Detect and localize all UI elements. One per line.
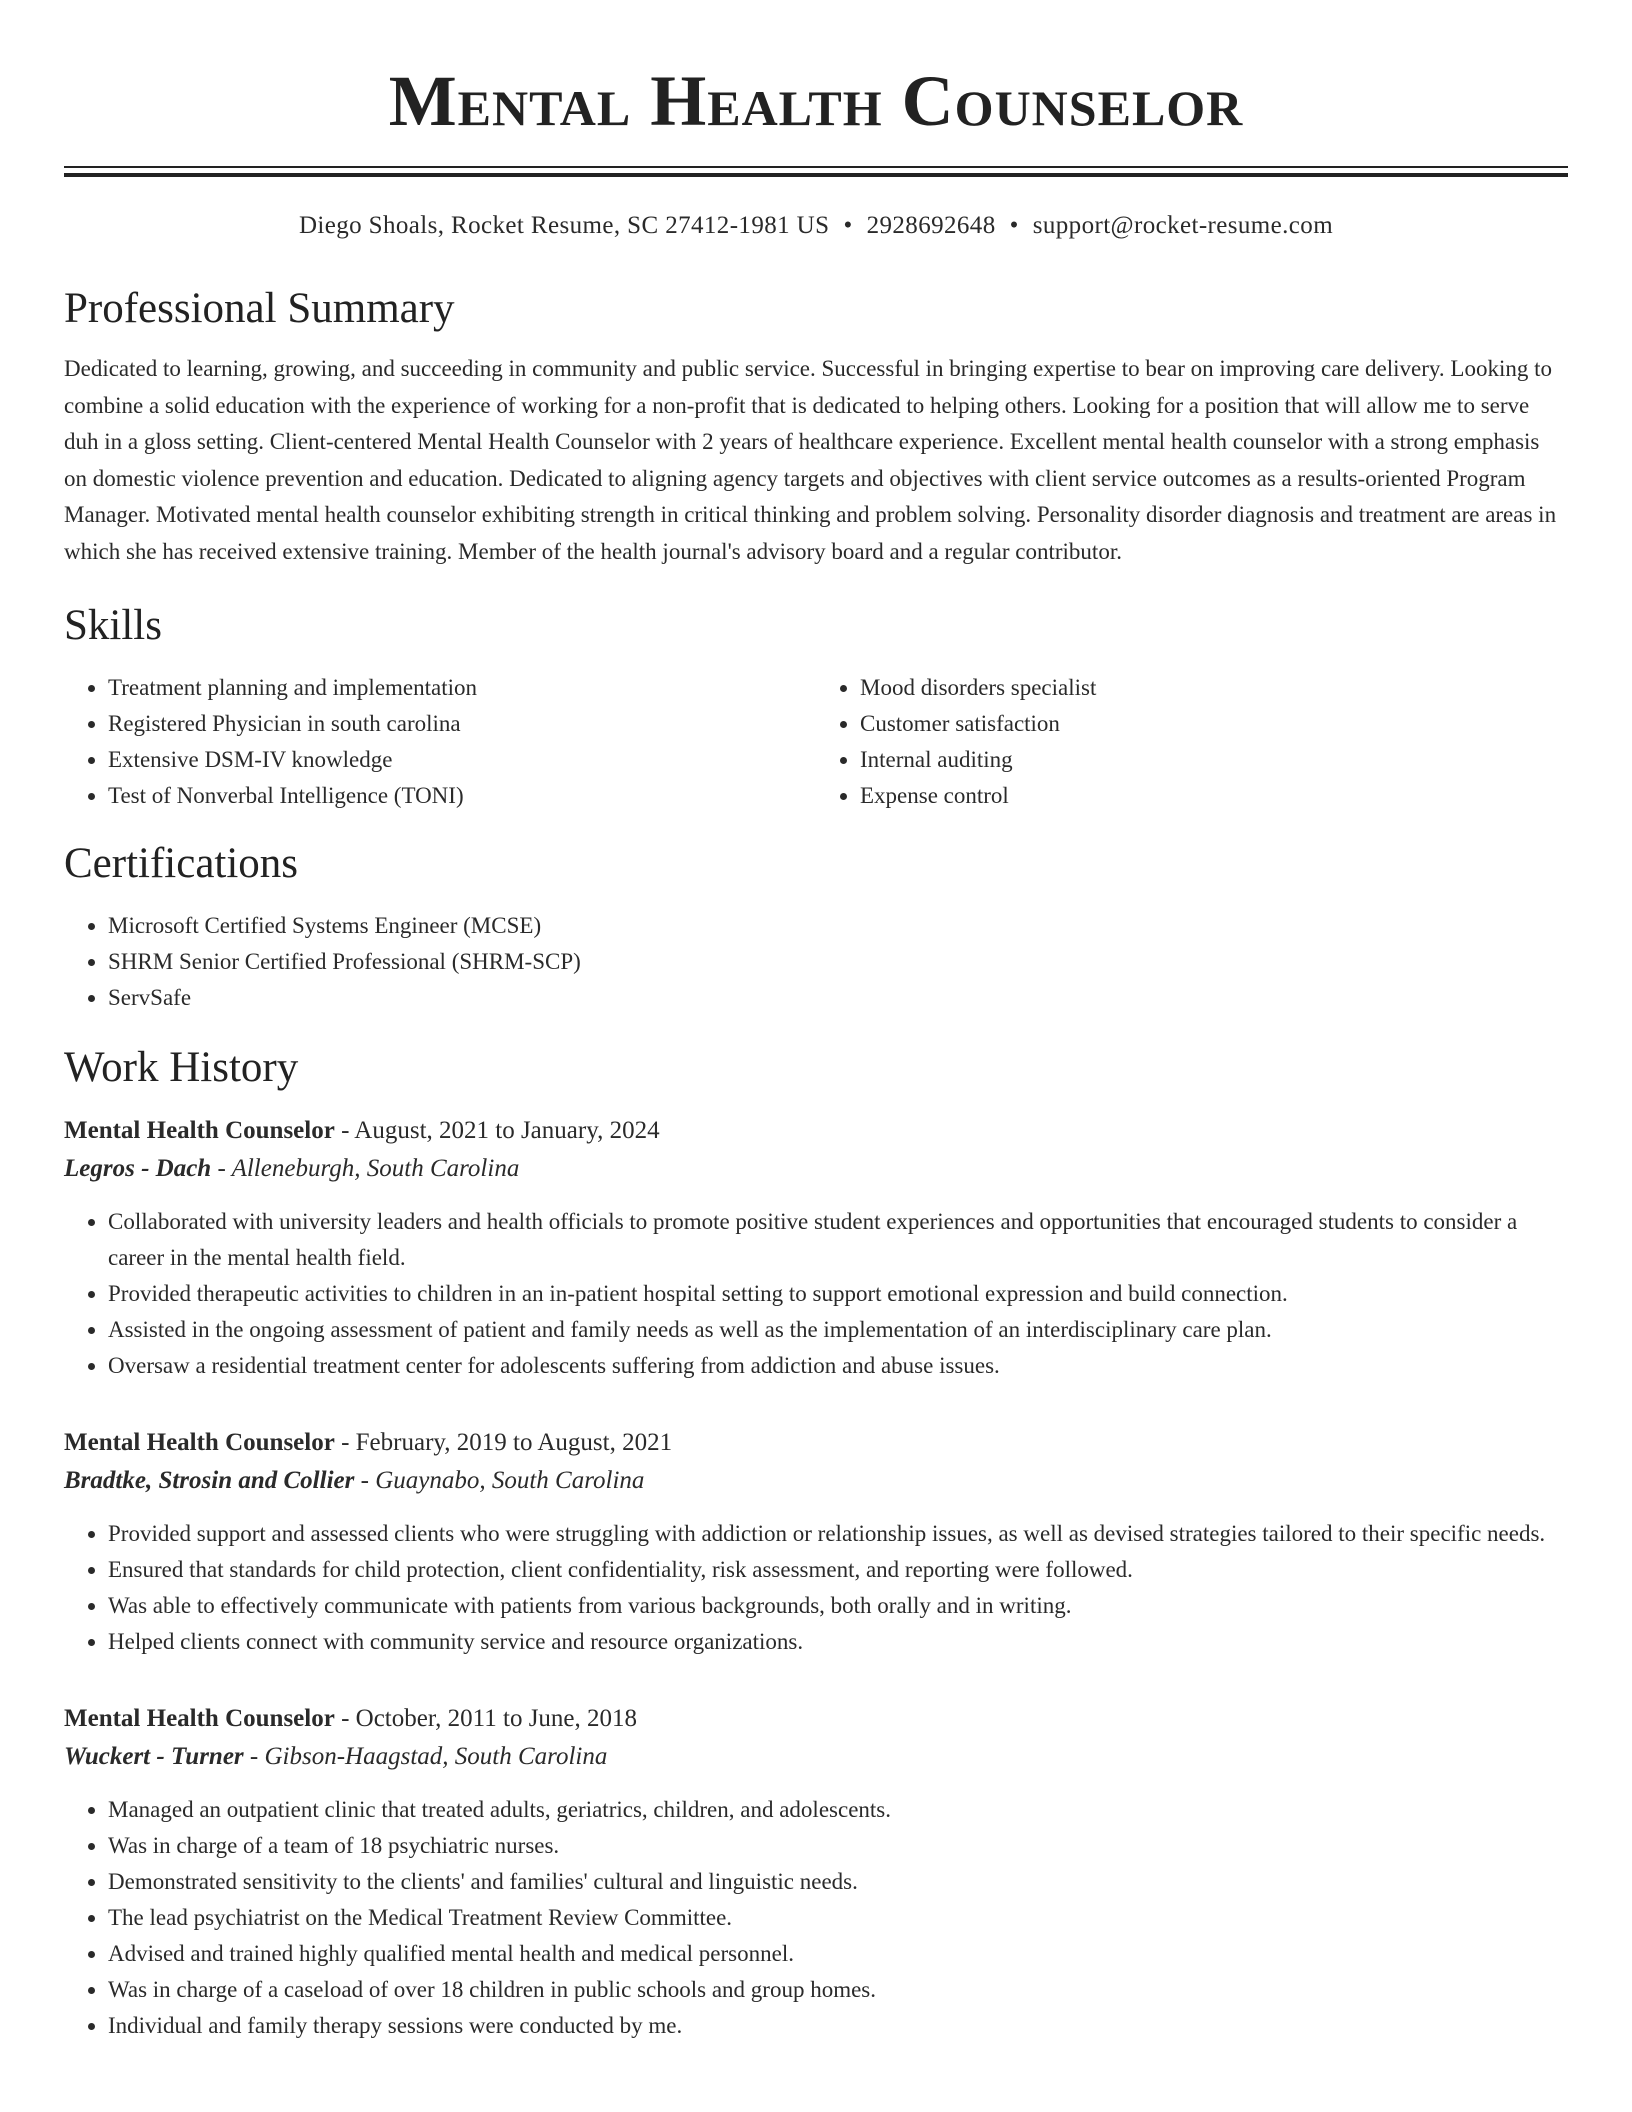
job-bullets	[64, 1792, 1568, 2044]
skill-item: • Customer satisfaction	[860, 706, 1568, 742]
contact-separator: •	[843, 212, 853, 239]
skills-heading: Skills	[64, 602, 162, 649]
job-dash: -	[334, 1117, 355, 1144]
job-bullet: • Assisted in the ongoing assessment of patient and family needs as well as the implementation of an interdisciplinary care plan.	[108, 1312, 1568, 1348]
job-bullet: • Oversaw a residential treatment center for adolescents suffering from addiction and abuse issues.	[108, 1348, 1568, 1384]
job-company: Wuckert - Turner	[64, 1743, 244, 1770]
skill-item: • Expense control	[860, 778, 1568, 814]
contact-phone: 2928692648	[866, 212, 996, 239]
skill-item: • Test of Nonverbal Intelligence (TONI)	[108, 778, 816, 814]
job-company: Legros - Dach	[64, 1155, 212, 1182]
job-bullets	[64, 1516, 1568, 1660]
title-divider-thick	[64, 173, 1568, 177]
job-header	[64, 1424, 1568, 1462]
job-bullet: • Helped clients connect with community service and resource organizations.	[108, 1624, 1568, 1660]
job-bullet: • Provided support and assessed clients who were struggling with addiction or relationship issues, as well as devised strategies tailored to their specific needs.	[108, 1516, 1568, 1552]
job-dash: -	[334, 1705, 356, 1732]
job-location: Guaynabo, South Carolina	[375, 1467, 645, 1494]
job-bullet: • Provided therapeutic activities to children in an in-patient hospital setting to support emotional expression and build connection.	[108, 1276, 1568, 1312]
skill-item: • Registered Physician in south carolina	[108, 706, 816, 742]
job-role: Mental Health Counselor	[64, 1705, 335, 1732]
job-dash: -	[243, 1743, 265, 1770]
job-company: Bradtke, Strosin and Collier	[64, 1467, 355, 1494]
skill-item: • Internal auditing	[860, 742, 1568, 778]
job-bullet: • Ensured that standards for child protection, client confidentiality, risk assessment, and reporting were followed.	[108, 1552, 1568, 1588]
contact-separator: •	[1009, 212, 1019, 239]
job-bullet: • Managed an outpatient clinic that treated adults, geriatrics, children, and adolescents.	[108, 1792, 1568, 1828]
job-dash: -	[354, 1467, 376, 1494]
skill-item: • Extensive DSM-IV knowledge	[108, 742, 816, 778]
job-company-line	[64, 1462, 1568, 1500]
job-location: Alleneburgh, South Carolina	[231, 1155, 520, 1182]
summary-text: Dedicated to learning, growing, and succeeding in community and public service. Successful in bringing expertise to bear on improving care delivery. Looking to combine a solid education with the experience of working for a non-profit that is dedicated to helping others. Looking for a position that will allow me to serve duh in a gloss setting. Client-centered Mental Health Counselor with 2 years of healthcare experience. Excellent mental health counselor with a strong emphasis on domestic violence prevention and education. Dedicated to aligning agency targets and objectives with client service outcomes as a results-oriented Program Manager. Motivated mental health counselor exhibiting strength in critical thinking and problem solving. Personality disorder diagnosis and treatment are areas in which she has received extensive training. Member of the health journal's advisory board and a regular contributor.	[64, 356, 1557, 564]
job-role: Mental Health Counselor	[64, 1429, 335, 1456]
skills-list-left	[64, 670, 816, 814]
certification-item: • SHRM Senior Certified Professional (SHRM-SCP)	[108, 944, 1568, 980]
certification-item: • ServSafe	[108, 980, 1568, 1016]
resume-page	[64, 0, 1568, 2044]
job-bullets	[64, 1204, 1568, 1384]
job-company-line	[64, 1738, 1568, 1776]
certifications-heading: Certifications	[64, 840, 299, 887]
job-bullet: • Was in charge of a caseload of over 18 children in public schools and group homes.	[108, 1972, 1568, 2008]
skill-item: • Mood disorders specialist	[860, 670, 1568, 706]
job-entry	[64, 1424, 1568, 1660]
job-bullet: • Advised and trained highly qualified mental health and medical personnel.	[108, 1936, 1568, 1972]
contact-address: Diego Shoals, Rocket Resume, SC 27412-1981 US	[298, 212, 830, 239]
skill-item: • Treatment planning and implementation	[108, 670, 816, 706]
job-bullet: • Individual and family therapy sessions were conducted by me.	[108, 2008, 1568, 2044]
skills-list-right	[816, 670, 1568, 814]
job-entry	[64, 1700, 1568, 2044]
job-dash: -	[334, 1429, 356, 1456]
job-bullet: • Was able to effectively communicate with patients from various backgrounds, both orally and in writing.	[108, 1588, 1568, 1624]
job-bullet: • Demonstrated sensitivity to the clients' and families' cultural and linguistic needs.	[108, 1864, 1568, 1900]
certifications-list	[64, 908, 1568, 1016]
certification-item: • Microsoft Certified Systems Engineer (MCSE)	[108, 908, 1568, 944]
resume-title: Mental Health Counselor	[388, 61, 1244, 141]
job-bullet: • Collaborated with university leaders and health officials to promote positive student experiences and opportunities that encouraged students to consider a career in the mental health field.	[108, 1204, 1568, 1276]
job-bullet: • Was in charge of a team of 18 psychiatric nurses.	[108, 1828, 1568, 1864]
job-dates: February, 2019 to August, 2021	[355, 1429, 673, 1456]
job-dates: October, 2011 to June, 2018	[355, 1705, 638, 1732]
title-divider-thin	[64, 166, 1568, 168]
job-dates: August, 2021 to January, 2024	[354, 1117, 660, 1144]
skills-grid	[64, 670, 1568, 814]
job-header	[64, 1700, 1568, 1738]
job-header	[64, 1112, 1568, 1150]
job-bullet: • The lead psychiatrist on the Medical Treatment Review Committee.	[108, 1900, 1568, 1936]
contact-line	[64, 211, 1568, 241]
job-role: Mental Health Counselor	[64, 1117, 335, 1144]
work-history-heading: Work History	[64, 1044, 299, 1091]
contact-email: support@rocket-resume.com	[1032, 212, 1334, 239]
job-dash: -	[211, 1155, 232, 1182]
job-entry	[64, 1112, 1568, 1384]
summary-heading: Professional Summary	[64, 285, 455, 332]
job-location: Gibson-Haagstad, South Carolina	[264, 1743, 608, 1770]
job-company-line	[64, 1150, 1568, 1188]
